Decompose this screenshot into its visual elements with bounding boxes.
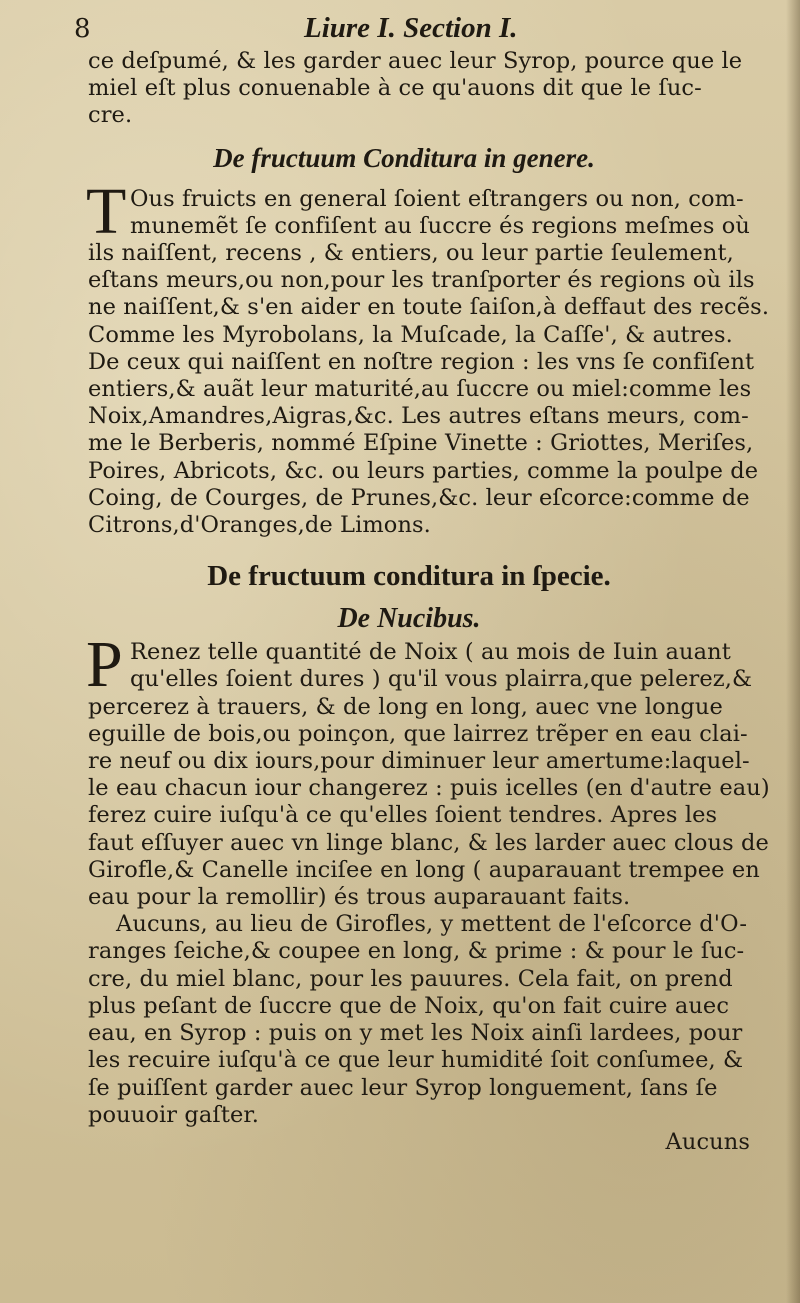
text-line: De ceux qui naiſſent en noſtre region : les vns ſe confiſent — [88, 348, 755, 375]
text-line: Comme les Myrobolans, la Muſcade, la Caſſe', & autres. — [88, 321, 733, 348]
paragraph-variant — [88, 911, 760, 1129]
text-line: Coing, de Courges, de Prunes,&c. leur eſcorce:comme de — [88, 484, 750, 511]
text-line: cre, du miel blanc, pour les pauures. Cela fait, on prend — [88, 965, 733, 992]
text-line: le eau chacun iour changerez : puis icelles (en d'autre eau) — [88, 775, 770, 802]
text-line: cre. — [88, 102, 133, 129]
text-line: entiers,& auãt leur maturité,au ſuccre ou miel:comme les — [88, 376, 752, 403]
text-line: pouuoir gaſter. — [88, 1101, 260, 1128]
paragraph-general — [86, 174, 770, 540]
text-line: eſtans meurs,ou non,pour les tranſporter és regions où ils — [88, 267, 755, 294]
text-line: ne naiſſent,& s'en aider en toute ſaiſon,à deffaut des recẽs. — [88, 294, 770, 321]
text-line: plus peſant de ſuccre que de Noix, qu'on fait cuire auec — [88, 992, 730, 1019]
text-line: munemẽt ſe confiſent au ſuccre és regions meſmes où — [130, 212, 750, 239]
text-line: me le Berberis, nommé Eſpine Vinette : Griottes, Meriſes, — [88, 430, 754, 457]
text-line: miel eſt plus conuenable à ce qu'auons dit que le ſuc- — [88, 75, 702, 102]
text-line: Noix,Amandres,Aigras,&c. Les autres eſtans meurs, com- — [88, 403, 749, 430]
paragraph-nuts — [86, 628, 770, 911]
page-number: 8 — [74, 14, 91, 44]
text-line: ferez cuire iuſqu'à ce qu'elles ſoient tendres. Apres les — [88, 802, 718, 829]
text-line: re neuf ou dix iours,pour diminuer leur amertume:laquel- — [88, 748, 750, 775]
text-line: les recuire iuſqu'à ce que leur humidité ſoit conſumee, & — [88, 1047, 744, 1074]
text-line: Renez telle quantité de Noix ( au mois de Iuin auant — [130, 639, 731, 666]
section-heading-specific: De fructuum conditura in ſpecie. — [207, 560, 611, 593]
text-line: Ous fruicts en general ſoient eſtrangers ou non, com- — [130, 185, 744, 212]
text-line: ce deſpumé, & les garder auec leur Syrop, pource que le — [88, 48, 743, 74]
text-line: eguille de bois,ou poinçon, que lairrez trẽper en eau clai- — [88, 720, 748, 747]
running-title: Liure I. Section I. — [304, 12, 518, 44]
drop-cap: P — [86, 628, 123, 702]
subsection-heading-nuts: De Nucibus. — [337, 603, 481, 635]
text-line: faut eſſuyer auec vn linge blanc, & les larder auec clous de — [88, 829, 769, 856]
text-line: qu'elles ſoient dures ) qu'il vous plairra,que pelerez,& — [130, 666, 753, 693]
text-line: ranges ſeiche,& coupee en long, & prime : & pour le ſuc- — [88, 938, 745, 965]
running-head — [74, 8, 760, 48]
text-line: Aucuns, au lieu de Girofles, y mettent de l'eſcorce d'O- — [116, 911, 748, 938]
text-line: eau pour la remollir) és trous auparauant faits. — [88, 884, 631, 911]
text-line: Poires, Abricots, &c. ou leurs parties, comme la poulpe de — [88, 457, 759, 484]
drop-cap: T — [86, 174, 127, 248]
text-line: percerez à trauers, & de long en long, auec vne longue — [88, 693, 723, 720]
catchword: Aucuns — [665, 1128, 750, 1155]
text-line: ils naiſſent, recens , & entiers, ou leur partie ſeulement, — [88, 240, 734, 267]
section-heading-general: De fructuum Conditura in genere. — [213, 142, 595, 173]
text-line: eau, en Syrop : puis on y met les Noix ainſi lardees, pour — [88, 1020, 743, 1047]
intro-paragraph — [88, 48, 760, 130]
text-line: ſe puiſſent garder auec leur Syrop longuement, ſans ſe — [88, 1074, 718, 1101]
page-edge-shadow — [786, 0, 800, 1303]
text-line: Girofle,& Canelle inciſee en long ( auparauant trempee en — [88, 856, 760, 883]
text-line: Citrons,d'Oranges,de Limons. — [88, 512, 431, 539]
